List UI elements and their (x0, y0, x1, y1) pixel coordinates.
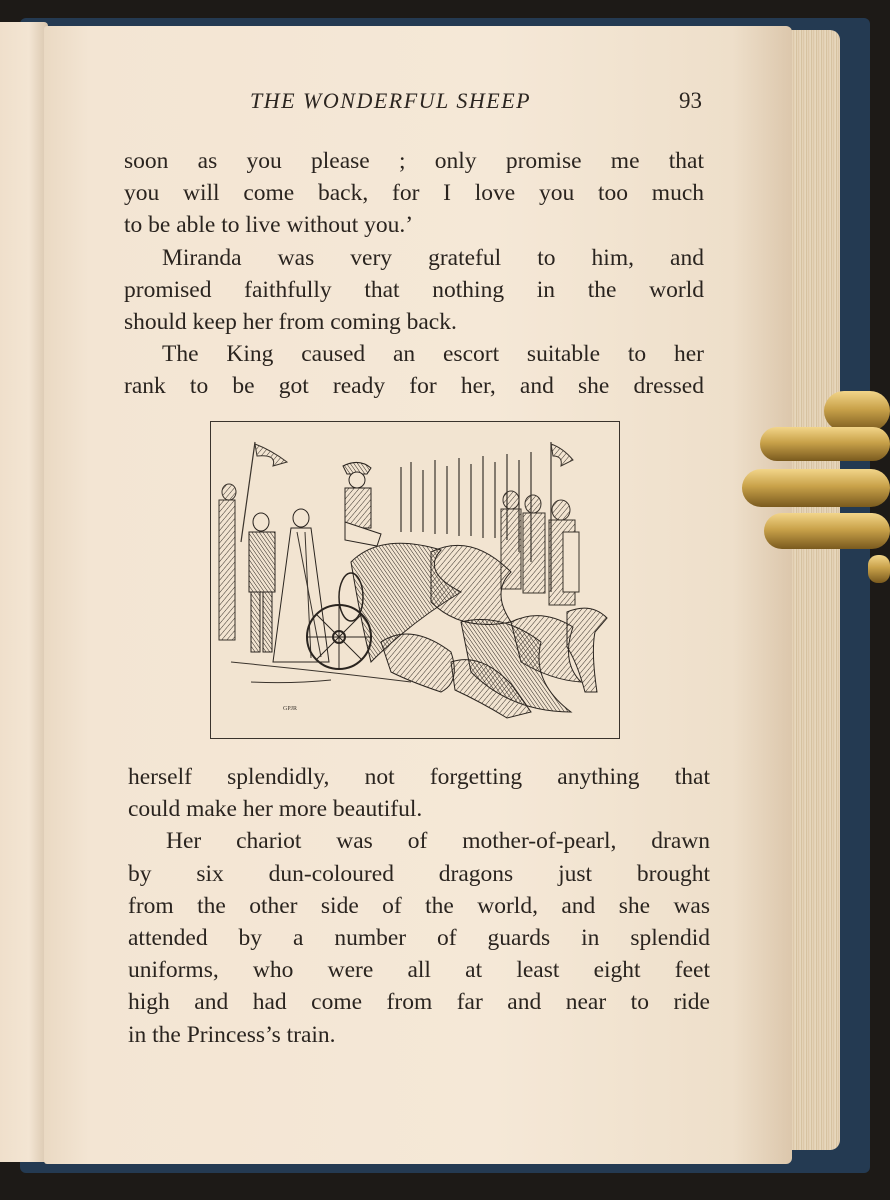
running-title: THE WONDERFUL SHEEP (250, 88, 532, 113)
text-line: should keep her from coming back. (124, 308, 457, 335)
page-number: 93 (679, 88, 702, 113)
text-line: rank to be got ready for her, and she dressed (124, 373, 704, 400)
banner-left (255, 444, 287, 466)
procession-engraving (211, 422, 618, 737)
text-line: uniforms, who were all at least eight feet (128, 957, 710, 984)
text-line: The King caused an escort suitable to her (162, 341, 704, 368)
dragon-wing (431, 545, 511, 624)
text-line: soon as you please ; only promise me that (124, 148, 704, 174)
text-block-bottom (128, 761, 710, 1051)
artist-signature: GPJR (283, 706, 298, 712)
banner-right (551, 444, 573, 466)
engraving-illustration (210, 421, 620, 739)
text-line: to be able to live without you.’ (124, 212, 414, 239)
page-header (250, 88, 710, 122)
text-line: by six dun-coloured dragons just brought (128, 860, 710, 887)
brass-hand-icon (742, 385, 890, 585)
text-line: Miranda was very grateful to him, and (162, 244, 704, 271)
text-line: attended by a number of guards in splendid (128, 924, 710, 951)
text-line: promised faithfully that nothing in the world (124, 276, 704, 303)
brass-hand-page-holder (742, 385, 890, 585)
ground-lines (231, 662, 411, 683)
text-line: could make her more beautiful. (128, 796, 423, 823)
text-line: high and had come from far and near to ride (128, 989, 710, 1016)
left-page-edge (0, 22, 48, 1162)
text-line: herself splendidly, not forgetting anything that (128, 764, 710, 790)
text-line: Her chariot was of mother-of-pearl, drawn (166, 828, 710, 855)
seated-knight (343, 462, 381, 546)
text-line: in the Princess’s train. (128, 1021, 336, 1048)
text-line: you will come back, for I love you too much (124, 180, 704, 207)
text-line: from the other side of the world, and she was (128, 892, 710, 919)
figures-left (249, 509, 329, 662)
text-block-top (124, 145, 704, 403)
